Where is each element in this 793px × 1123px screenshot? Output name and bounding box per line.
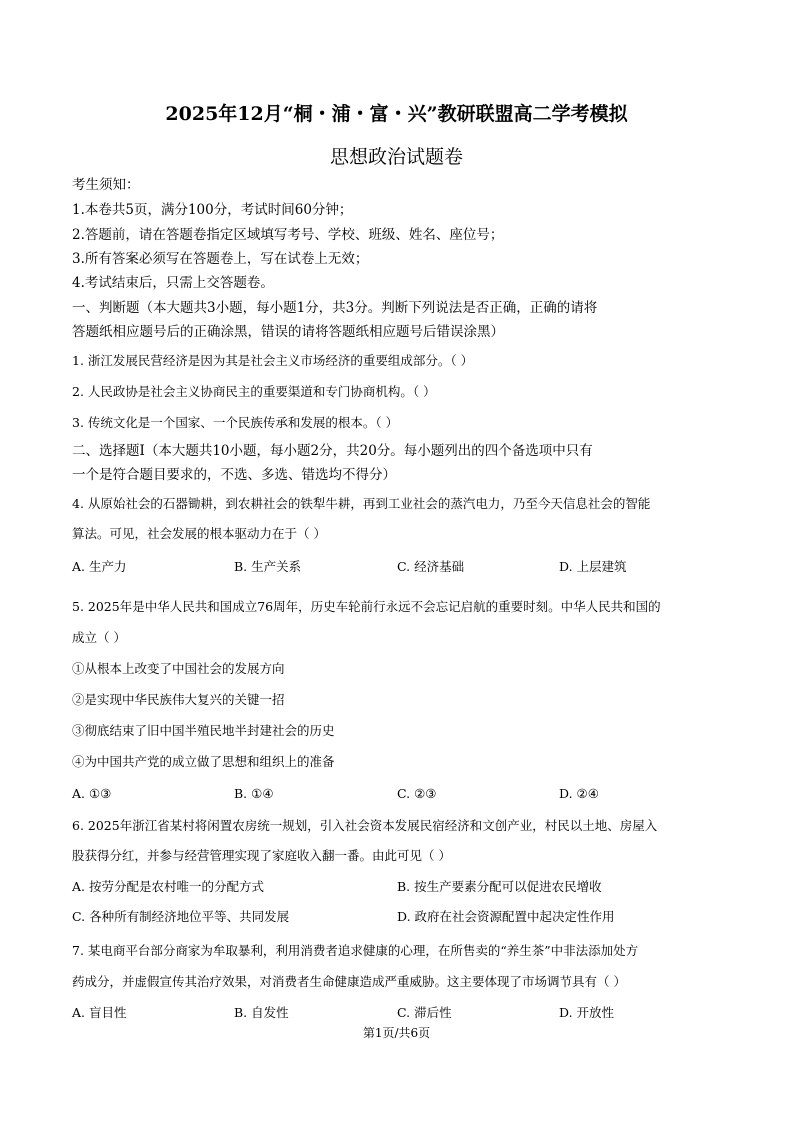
question-7-line2: 药成分，并虚假宣传其治疗效果，对消费者生命健康造成严重威胁。这主要体现了市场调节具有（ ） [72,974,626,989]
q5-statement-3: ③彻底结束了旧中国半殖民地半封建社会的历史 [72,723,335,738]
q4-option-d: D. 上层建筑 [559,559,627,574]
question-3: 3. 传统文化是一个国家、一个民族传承和发展的根本。（ ） [72,415,399,430]
question-5-line2: 成立（ ） [72,630,126,645]
question-4-line2: 算法。可见，社会发展的根本驱动力在于（ ） [72,526,326,541]
q7-option-b: B. 自发性 [234,1005,289,1020]
section1-heading-line1: 一、判断题（本大题共3小题，每小题1分，共3分。判断下列说法是否正确，正确的请将 [72,300,598,316]
q5-statement-4: ④为中国共产党的成立做了思想和组织上的准备 [72,754,335,769]
notice-heading: 考生须知： [72,177,140,193]
exam-subtitle: 思想政治试题卷 [329,146,463,168]
q7-option-d: D. 开放性 [559,1005,615,1020]
notice-item-4: 4.考试结束后，只需上交答题卷。 [72,275,274,291]
page-number: 第1页/共6页 [362,1026,431,1040]
q6-option-c: C. 各种所有制经济地位平等、共同发展 [72,909,290,924]
q6-option-d: D. 政府在社会资源配置中起决定性作用 [397,909,615,924]
notice-item-2: 2.答题前，请在答题卷指定区域填写考号、学校、班级、姓名、座位号； [72,227,504,243]
question-5-line1: 5. 2025年是中华人民共和国成立76周年，历史车轮前行永远不会忘记启航的重要时刻。中华人民共和国的 [72,599,661,614]
section1-heading-line2: 答题纸相应题号后的正确涂黑，错误的请将答题纸相应题号后错误涂黑） [72,324,504,340]
q4-option-c: C. 经济基础 [397,559,465,574]
q5-statement-1: ①从根本上改变了中国社会的发展方向 [72,661,285,676]
q5-option-b: B. ①④ [234,786,274,801]
exam-title: 2025年12月“桐・浦・富・兴”教研联盟高二学考模拟 [165,103,628,125]
q6-option-b: B. 按生产要素分配可以促进农民增收 [397,879,602,894]
q6-option-a: A. 按劳分配是农村唯一的分配方式 [72,879,264,894]
question-6-line1: 6. 2025年浙江省某村将闲置农房统一规划，引入社会资本发展民宿经济和文创产业，村民以土地、房屋入 [72,818,658,833]
q4-option-b: B. 生产关系 [234,559,302,574]
section2-heading-line1: 二、选择题Ⅰ（本大题共10小题，每小题2分，共20分。每小题列出的四个备选项中只有 [72,443,593,459]
question-7-line1: 7. 某电商平台部分商家为牟取暴利，利用消费者追求健康的心理，在所售卖的“养生茶”中非法添加处方 [72,943,639,958]
q4-option-a: A. 生产力 [72,559,127,574]
section2-heading-line2: 一个是符合题目要求的，不选、多选、错选均不得分） [72,467,396,483]
q5-option-d: D. ②④ [559,786,599,801]
notice-item-3: 3.所有答案必须写在答题卷上，写在试卷上无效； [72,251,369,267]
question-2: 2. 人民政协是社会主义协商民主的重要渠道和专门协商机构。（ ） [72,384,436,399]
q7-option-c: C. 滞后性 [397,1005,452,1020]
question-4-line1: 4. 从原始社会的石器锄耕，到农耕社会的铁犁牛耕，再到工业社会的蒸汽电力，乃至今天信息社会的智能 [72,496,651,511]
q7-option-a: A. 盲目性 [72,1005,127,1020]
q5-option-c: C. ②③ [397,786,437,801]
question-6-line2: 股获得分红，并参与经营管理实现了家庭收入翻一番。由此可见（ ） [72,848,451,863]
notice-item-1: 1.本卷共5页，满分100分，考试时间60分钟； [72,202,353,218]
question-1: 1. 浙江发展民营经济是因为其是社会主义市场经济的重要组成部分。（ ） [72,353,474,368]
q5-statement-2: ②是实现中华民族伟大复兴的关键一招 [72,692,285,707]
q5-option-a: A. ①③ [72,786,112,801]
